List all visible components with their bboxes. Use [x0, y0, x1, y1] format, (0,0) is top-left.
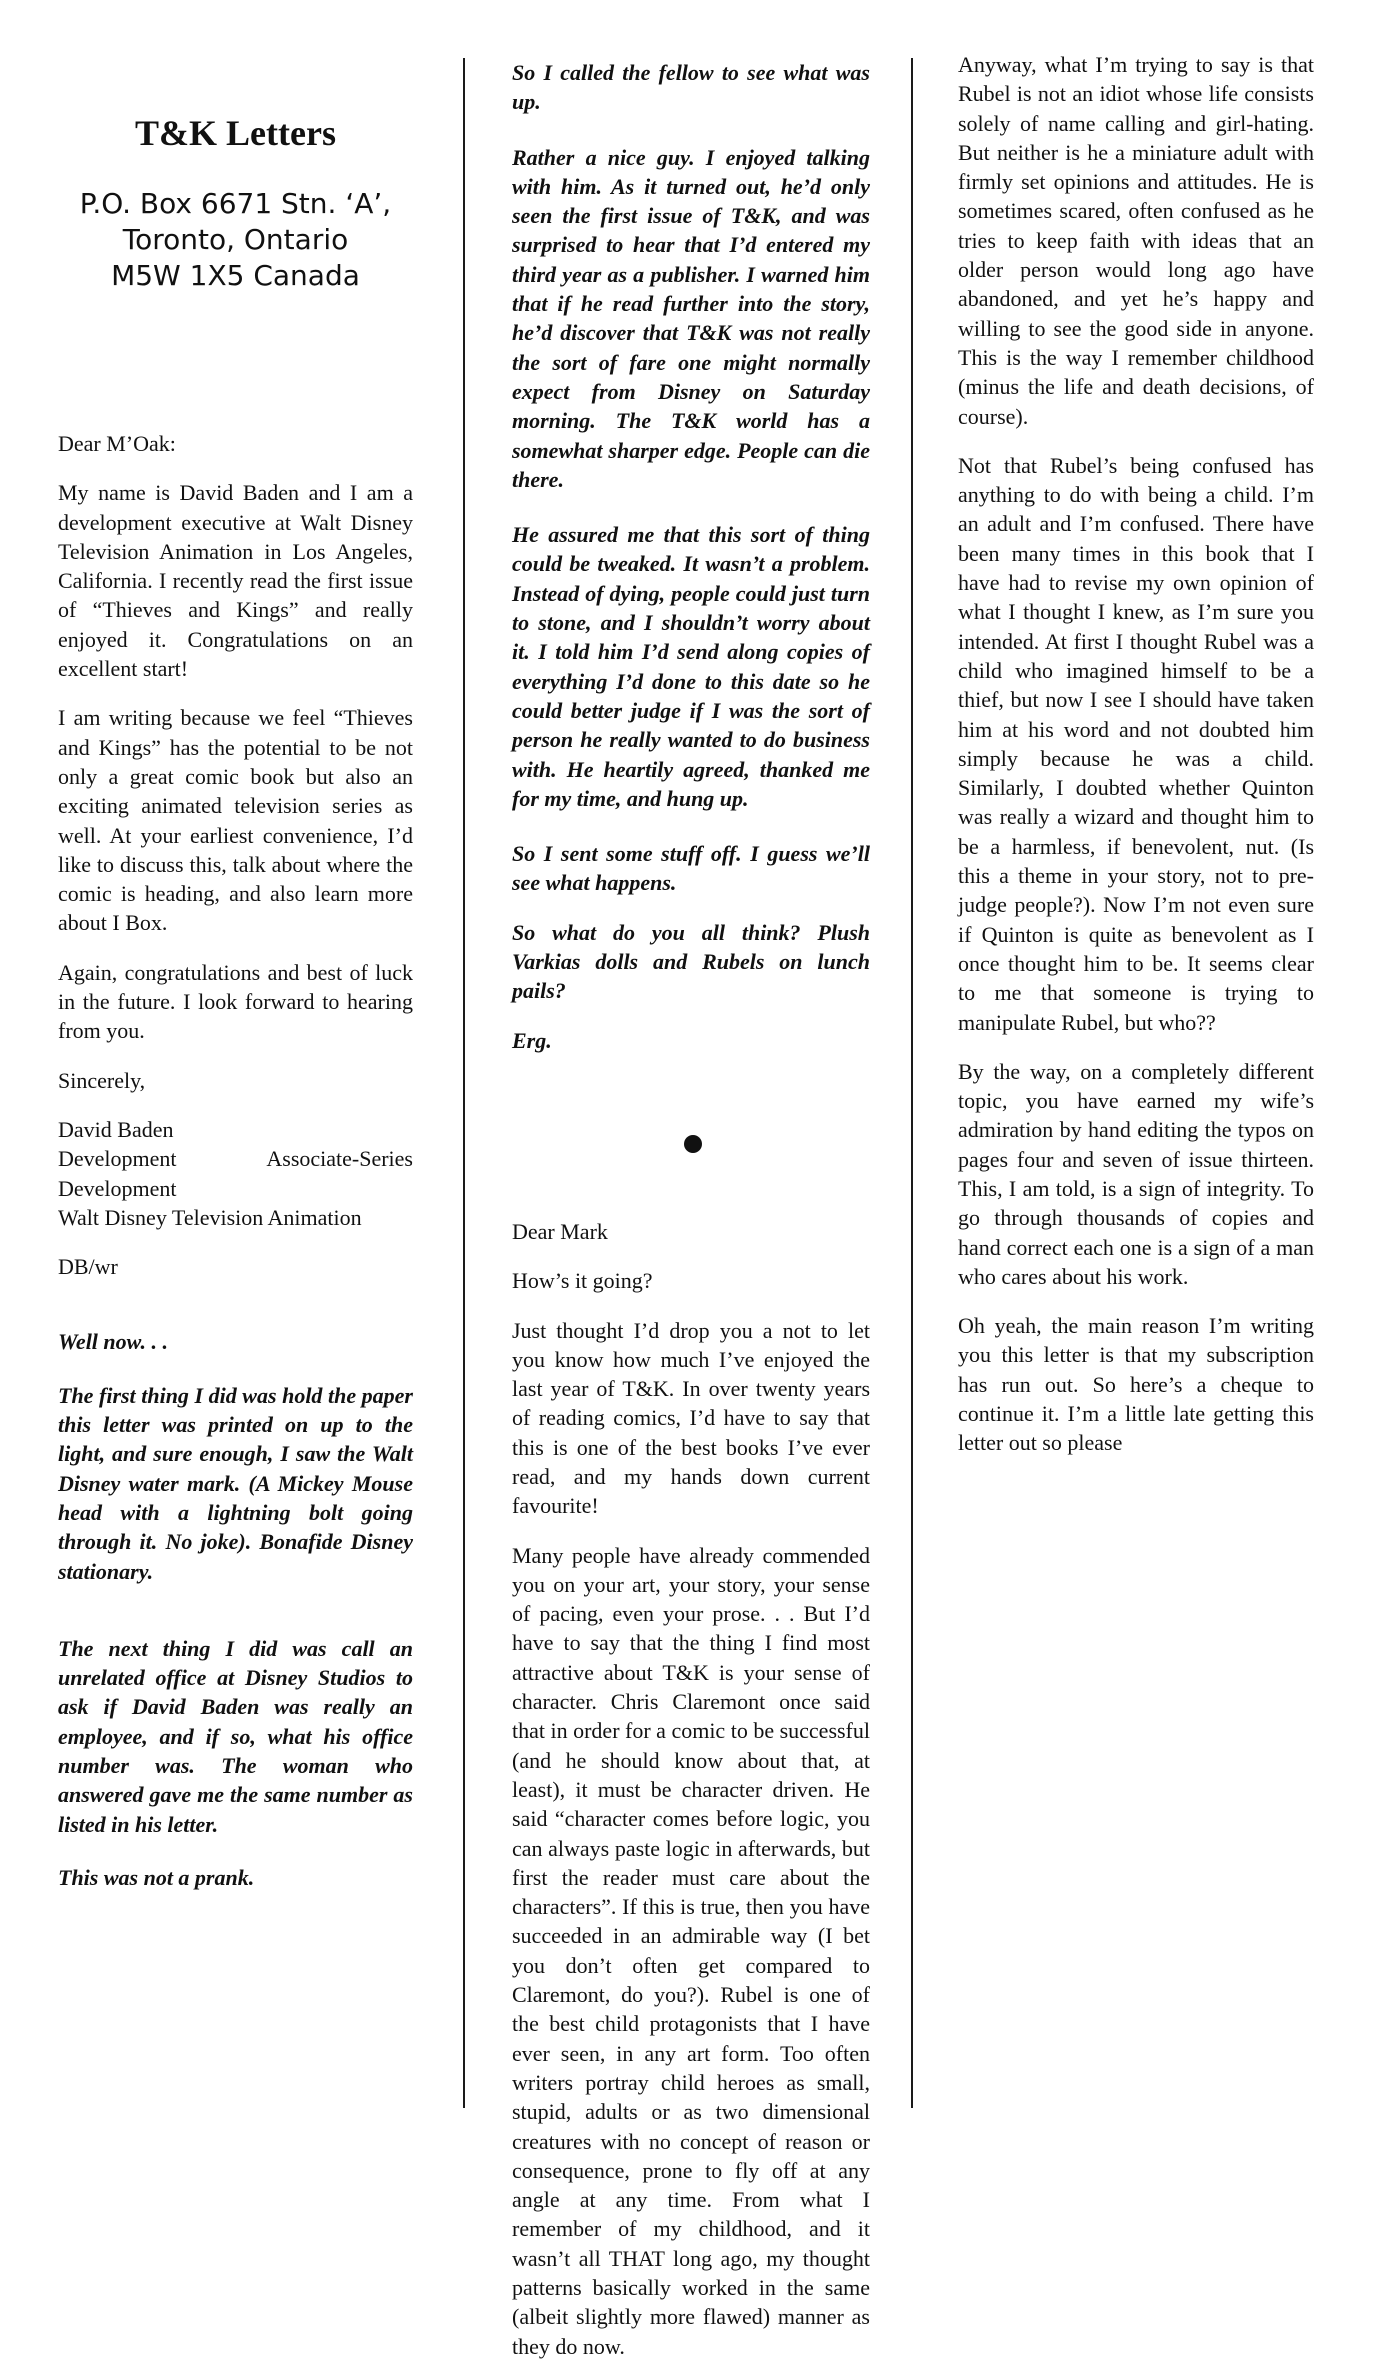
- reply-paragraph: This was not a prank.: [58, 1864, 255, 1890]
- letter1-signature: [58, 1115, 413, 1232]
- signature-title: Development Associate-Series Development: [58, 1146, 413, 1201]
- address-line: M5W 1X5 Canada: [111, 259, 360, 292]
- section-separator-dot: [684, 1135, 702, 1153]
- letter2-paragraph: Not that Rubel’s being confused has anything to do with being a child. I’m an adult and I’m confused. There have been many times in this book that I have had to revise my own opinion of what I thought I knew, as I’m sure you intended. At first I thought Rubel was a child who imagined himself to be a thief, but now I see I should have taken him at his word and not doubted him simply because he was a child. Similarly, I doubted whether Quinton was really a wizard and thought him to be a harmless, if benevolent, nut. (Is this a theme in your story, not to pre-judge people?). Now I’m not even sure if Quinton is quite as benevolent as I once thought him to be. It seems clear to me that someone is trying to manipulate Rubel, but who??: [958, 452, 1314, 1035]
- mailing-address: [58, 186, 413, 294]
- reply-paragraph: Erg.: [512, 1027, 552, 1053]
- letter1-paragraph: My name is David Baden and I am a development executive at Walt Disney Television Animation in Los Angeles, California. I recently read the first issue of “Thieves and Kings” and really enjoyed it. Congratulations on an excellent start!: [58, 480, 413, 682]
- signature-name: David Baden: [58, 1116, 174, 1142]
- address-line: P.O. Box 6671 Stn. ‘A’,: [79, 187, 392, 220]
- reply-paragraph: So what do you all think? Plush Varkias dolls and Rubels on lunch pails?: [512, 919, 870, 1004]
- letter1-closing: Sincerely,: [58, 1067, 146, 1093]
- column-1: [58, 0, 413, 1912]
- letter2-salutation: Dear Mark: [512, 1218, 608, 1244]
- letter2-paragraph: By the way, on a completely different topic, you have earned my wife’s admiration by hand editing the typos on pages four and seven of issue thirteen. This, I am told, is a sign of integrity. To go through thousands of copies and hand correct each one is a sign of a man who cares about his work.: [958, 1058, 1314, 1289]
- reply-paragraph: He assured me that this sort of thing could be tweaked. It wasn’t a problem. Instead of dying, people could just turn to stone, and I shouldn’t worry about it. I told him I’d send along copies of everything I’d done to this date so he could better judge if I was the sort of person he really wanted to do business with. He heartily agreed, thanked me for my time, and hung up.: [512, 522, 870, 811]
- reply-paragraph: So I called the fellow to see what was up.: [512, 60, 870, 115]
- column-divider-left: [463, 58, 465, 2108]
- letter2-paragraph: Just thought I’d drop you a not to let you know how much I’ve enjoyed the last year of T&K. In over twenty years of reading comics, I’d have to say that this is one of the best books I’ve ever read, and my hands down current favourite!: [512, 1317, 870, 1519]
- letter1-paragraph: Again, congratulations and best of luck in the future. I look forward to hearing from you.: [58, 959, 413, 1044]
- letter1-initials: DB/wr: [58, 1254, 118, 1280]
- letter2-paragraph: How’s it going?: [512, 1268, 653, 1294]
- reply-paragraph: The next thing I did was call an unrelated office at Disney Studios to ask if David Baden was really an employee, and if so, what his office number was. The woman who answered gave me the same number as listed in his letter.: [58, 1635, 413, 1837]
- letter1-salutation: Dear M’Oak:: [58, 431, 176, 456]
- letter2-paragraph: Anyway, what I’m trying to say is that Rubel is not an idiot whose life consists solely of name calling and girl-hating. But neither is he a miniature adult with firmly set opinions and attitudes. He is sometimes scared, often confused as he tries to keep faith with ideas that an older person would long ago have abandoned, and yet he’s happy and willing to see the good side in anyone. This is the way I remember childhood (minus the life and death decisions, of course).: [958, 52, 1314, 429]
- column-2: [512, 0, 870, 2359]
- reply-paragraph: Rather a nice guy. I enjoyed talking with him. As it turned out, he’d only seen the first issue of T&K, and was surprised to hear that I’d entered my third year as a publisher. I warned him that if he read further into the story, he’d discover that T&K was not really the sort of fare one might normally expect from Disney on Saturday morning. The T&K world has a somewhat sharper edge. People can die there.: [512, 144, 870, 492]
- page-title: T&K Letters: [135, 113, 336, 153]
- letter1-paragraph: I am writing because we feel “Thieves and Kings” has the potential to be not only a great comic book but also an exciting animated television series as well. At your earliest convenience, I’d like to discuss this, talk about where the comic is heading, and also learn more about I Box.: [58, 705, 413, 936]
- reply-paragraph: So I sent some stuff off. I guess we’ll see what happens.: [512, 841, 870, 896]
- reply-paragraph: Well now. . .: [58, 1329, 169, 1355]
- column-3: [958, 0, 1314, 1478]
- column-divider-right: [911, 58, 913, 2108]
- signature-company: Walt Disney Television Animation: [58, 1204, 362, 1230]
- reply-paragraph: The first thing I did was hold the paper this letter was printed on up to the light, and sure enough, I saw the Walt Disney water mark. (A Mickey Mouse head with a lightning bolt going through it. No joke). Bonafide Disney stationary.: [58, 1382, 413, 1584]
- letter2-paragraph-continued: Many people have already commended you on your art, your story, your sense of pacing, even your prose. . . But I’d have to say that the thing I find most attractive about T&K is your sense of character. Chris Claremont once said that in order for a comic to be successful (and he should know about that, at least), it must be character driven. He said “character comes before logic, you can always paste logic in afterwards, but first the reader must care about the characters”. If this is true, then you have succeeded in an admirable way (I bet you don’t often get compared to Claremont, do you?). Rubel is one of the best child protagonists that I have ever seen, in any art form. Too often writers portray child heroes as small, stupid, adults or as two dimensional creatures with no concept of reason or consequence, prone to fly off at any angle at any time. From what I remember of my childhood, and it wasn’t all THAT long ago, my thought patterns basically worked in the same (albeit slightly more flawed) manner as they do now.: [512, 1542, 870, 2359]
- letter2-paragraph: Oh yeah, the main reason I’m writing you this letter is that my subscription has run out. So here’s a cheque to continue it. I’m a little late getting this letter out so please: [958, 1313, 1314, 1456]
- address-line: Toronto, Ontario: [122, 223, 349, 256]
